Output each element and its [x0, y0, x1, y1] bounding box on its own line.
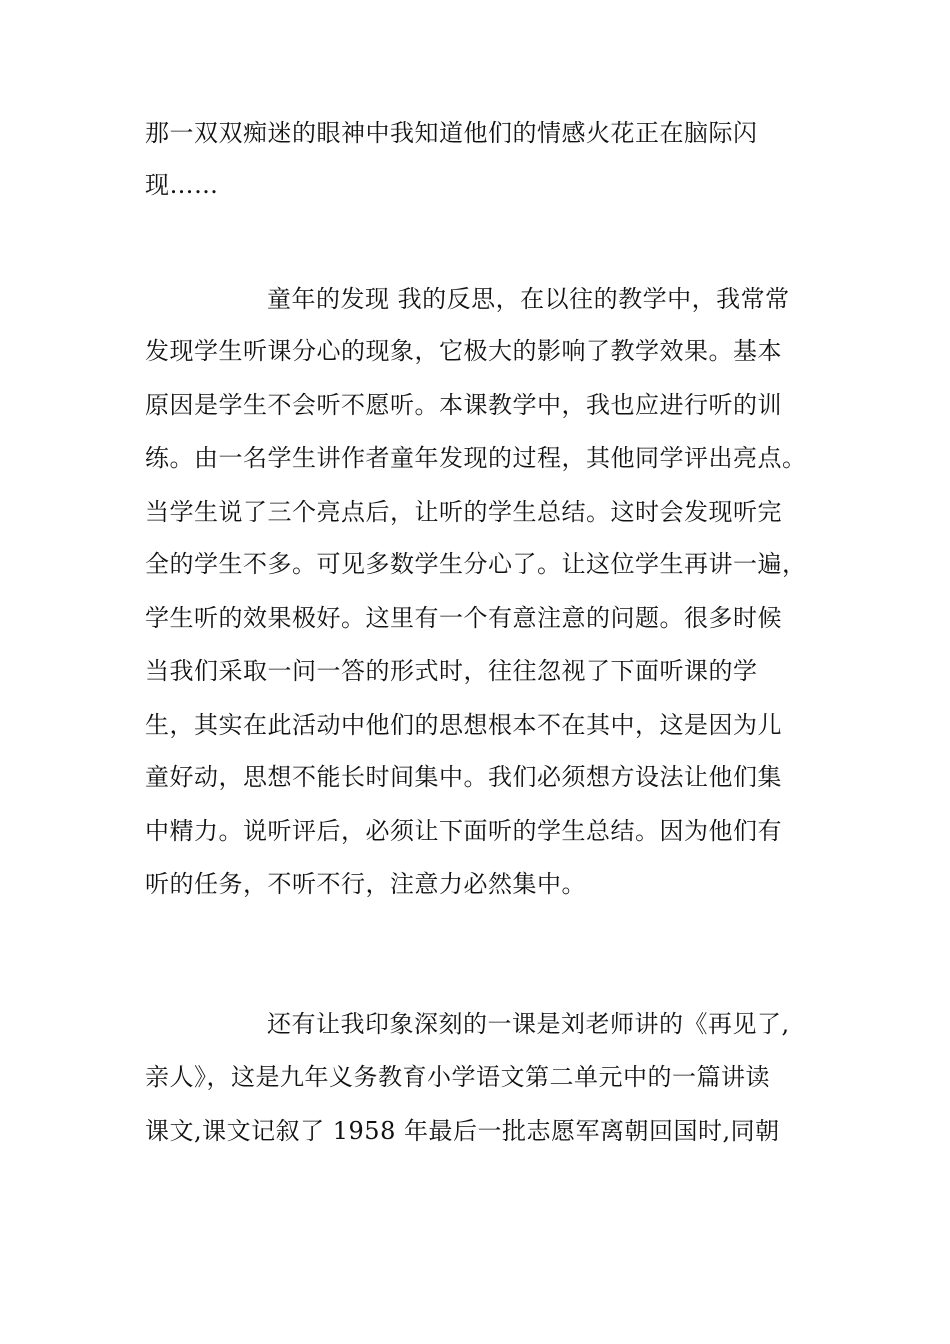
- text-line: 学生听的效果极好。这里有一个有意注意的问题。很多时候: [145, 604, 782, 632]
- text-line: 听的任务，不听不行，注意力必然集中。: [145, 870, 586, 898]
- text-line: 全的学生不多。可见多数学生分心了。让这位学生再讲一遍，: [145, 550, 807, 578]
- text-line: 亲人》，这是九年义务教育小学语文第二单元中的一篇讲读: [145, 1063, 770, 1091]
- text-line: 生，其实在此活动中他们的思想根本不在其中，这是因为儿: [145, 711, 782, 739]
- text-line: 当我们采取一问一答的形式时，往往忽视了下面听课的学: [145, 657, 758, 685]
- text-line: 童年的发现 我的反思，在以往的教学中，我常常: [267, 285, 790, 313]
- text-line: 练。由一名学生讲作者童年发现的过程，其他同学评出亮点。: [145, 444, 807, 472]
- text-line: 现……: [145, 171, 219, 199]
- text-line: 原因是学生不会听不愿听。本课教学中，我也应进行听的训: [145, 391, 782, 419]
- text-line: 还有让我印象深刻的一课是刘老师讲的《再见了,: [267, 1010, 790, 1038]
- text-line: 中精力。说听评后，必须让下面听的学生总结。因为他们有: [145, 817, 782, 845]
- text-line: 发现学生听课分心的现象，它极大的影响了教学效果。基本: [145, 337, 782, 365]
- text-line: 童好动，思想不能长时间集中。我们必须想方设法让他们集: [145, 763, 782, 791]
- text-line: 当学生说了三个亮点后，让听的学生总结。这时会发现听完: [145, 498, 782, 526]
- text-line: 课文,课文记叙了 1958 年最后一批志愿军离朝回国时,同朝: [145, 1117, 780, 1145]
- text-line: 那一双双痴迷的眼神中我知道他们的情感火花正在脑际闪: [145, 119, 758, 147]
